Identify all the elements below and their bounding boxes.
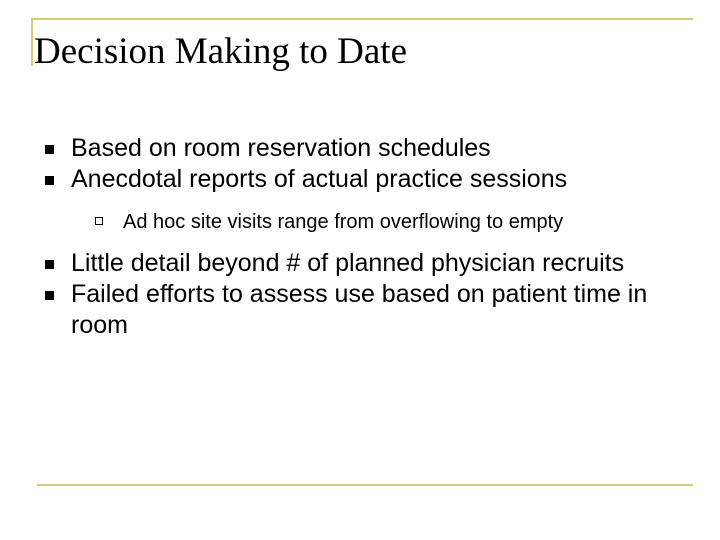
footer-rule	[37, 484, 693, 486]
bullet-text-3: Little detail beyond # of planned physician recruits	[71, 249, 625, 277]
sub-bullet-text-1: Ad hoc site visits range from overflowing to empty	[123, 211, 564, 233]
slide-body	[45, 133, 685, 341]
square-bullet-icon	[45, 260, 54, 269]
sub-bullet-item-1	[95, 210, 685, 234]
square-bullet-icon	[45, 145, 54, 154]
bullet-item-3	[45, 248, 685, 279]
slide-title: Decision Making to Date	[34, 31, 407, 72]
bullet-text-2: Anecdotal reports of actual practice sessions	[71, 165, 568, 193]
title-left-rule	[31, 18, 33, 66]
title-top-rule	[31, 18, 693, 20]
hollow-square-bullet-icon	[95, 217, 103, 225]
bullet-text-4: Failed efforts to assess use based on patient time in room	[71, 280, 648, 339]
bullet-text-1: Based on room reservation schedules	[71, 134, 491, 162]
square-bullet-icon	[45, 176, 54, 185]
bullet-item-4	[45, 279, 685, 341]
bullet-item-2	[45, 164, 685, 195]
square-bullet-icon	[45, 291, 54, 300]
bullet-item-1	[45, 133, 685, 164]
